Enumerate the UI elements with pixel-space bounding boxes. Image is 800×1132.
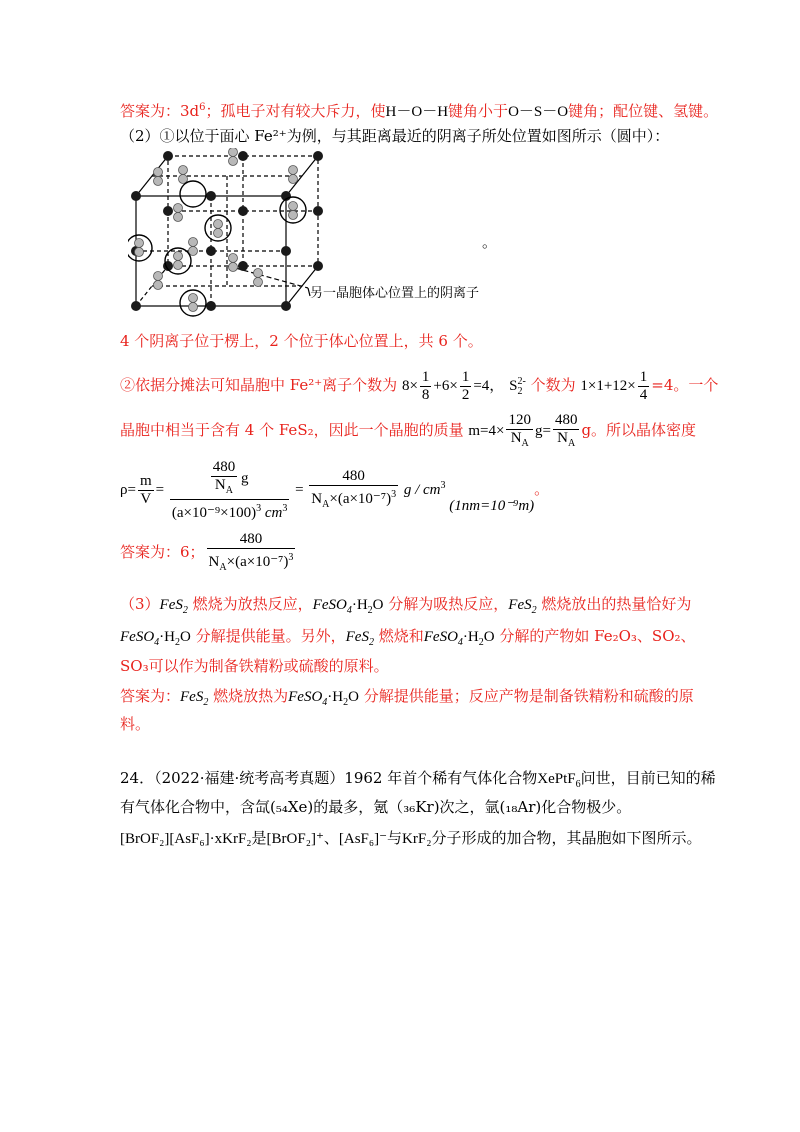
text-segment: g。所以晶体密度 bbox=[581, 421, 697, 439]
answer-prefix: 答案为：6； bbox=[120, 543, 205, 561]
math-segment: 480 bbox=[212, 459, 236, 476]
answer-text: ；孤电子对有较大斥力，使 bbox=[205, 102, 386, 120]
math-segment: V bbox=[140, 491, 152, 508]
feso4-formula: FeSO bbox=[312, 597, 347, 613]
fes2-formula: FeS bbox=[508, 597, 532, 613]
s2-symbol: $S_2^{2-}$ bbox=[509, 376, 526, 397]
answer-prefix: 答案为：3d bbox=[120, 102, 200, 120]
s2-count-formula: 1×1+12× $\frac{1}{4}$ bbox=[580, 369, 648, 404]
feso4-formula: FeSO bbox=[423, 629, 458, 645]
cation-formula: [BrOF₂]⁺ bbox=[266, 831, 324, 847]
math-segment: g bbox=[240, 470, 249, 487]
math-segment: m=4× bbox=[468, 423, 505, 439]
math-segment: N bbox=[311, 491, 323, 508]
h2o-formula: ·H bbox=[327, 689, 344, 705]
text-segment: 与 bbox=[387, 829, 403, 847]
answer-text: 键角；配位键、氢键。 bbox=[568, 102, 719, 120]
math-segment: (1nm=10⁻⁹m) bbox=[449, 498, 535, 514]
feso4-formula: FeSO bbox=[120, 629, 155, 645]
math-segment: (a×10⁻⁹×100) bbox=[171, 505, 257, 522]
math-segment: N bbox=[214, 477, 226, 494]
part3-line-3: SO₃可以作为制备铁精粉或硫酸的原料。 bbox=[120, 657, 389, 675]
text-segment: 是 bbox=[251, 829, 267, 847]
text-segment: 燃烧放热为 bbox=[213, 687, 289, 705]
math-segment: m bbox=[139, 473, 152, 490]
math-segment: = bbox=[155, 482, 165, 498]
figure-period: 。 bbox=[482, 233, 498, 251]
text-segment: 分解的产物如 Fe₂O₃、SO₂、 bbox=[499, 627, 696, 645]
math-segment: ×(a×10⁻⁷) bbox=[329, 491, 392, 508]
xeptf6-formula: XePtF bbox=[537, 771, 576, 787]
question-24-line-1: 24．（2022·福建·统考高考真题）1962 年首个稀有气体化合物XePtF$_6$问世，目前已知的稀 bbox=[120, 769, 716, 790]
text-segment: 分解为吸热反应， bbox=[388, 595, 509, 613]
text-segment: （3） bbox=[120, 595, 160, 613]
text-segment: 燃烧和 bbox=[378, 627, 424, 645]
h2o-formula: ·H bbox=[159, 629, 175, 645]
adduct-formula: [BrOF₂][AsF₆]·xKrF₂ bbox=[120, 831, 252, 847]
fes2-formula: FeS bbox=[180, 689, 204, 705]
math-segment: =4， bbox=[473, 378, 505, 394]
answer-line-3b: 料。 bbox=[120, 715, 151, 733]
anion-count-line: 4 个阴离子位于楞上，2 个位于体心位置上，共 6 个。 bbox=[120, 332, 483, 350]
figure-label: 另一晶胞体心位置上的阴离子 bbox=[310, 286, 480, 301]
fes2-formula: FeS bbox=[345, 629, 369, 645]
fes2-formula: FeS bbox=[159, 597, 183, 613]
math-segment: = bbox=[295, 482, 304, 498]
text-segment: ②依据分摊法可知晶胞中 Fe²⁺离子个数为 bbox=[120, 376, 398, 394]
answer-text: 键角小于 bbox=[448, 102, 509, 120]
math-segment: 1×1+12× bbox=[580, 378, 636, 394]
math-segment: 480 bbox=[207, 531, 296, 549]
h2o-formula: ·H bbox=[351, 597, 368, 613]
h2o-formula: ·H bbox=[462, 629, 479, 645]
krf2-formula: KrF₂ bbox=[402, 831, 432, 847]
text-segment: 24．（2022·福建·统考高考真题）1962 年首个稀有气体化合物 bbox=[120, 769, 538, 787]
distribution-line bbox=[120, 362, 718, 412]
math-segment: S bbox=[509, 378, 518, 394]
part3-line-2: $FeSO_4\cdot H_2O$ 分解提供能量。另外，FeS$_2$ 燃烧和$FeSO_4\cdot H_2O$ 分解的产物如 Fe₂O₃、SO₂、 bbox=[120, 627, 696, 648]
question-24-line-2: 有气体化合物中，含氙(₅₄Xe)的最多，氪（₃₆Kr)次之，氩(₁₈Ar)化合物极少。 bbox=[120, 798, 632, 816]
text-segment: 、 bbox=[323, 829, 339, 847]
text-segment: 燃烧为放热反应， bbox=[192, 595, 313, 613]
math-segment: g= bbox=[534, 423, 551, 439]
answer-line-1 bbox=[120, 98, 718, 122]
mass-formula: m=4× $\frac{120}{N_A}$ g= $\frac{480}{N_A}$ bbox=[468, 411, 578, 449]
math-segment: 8× bbox=[401, 378, 418, 394]
fe-count-formula: 8× $\frac{1}{8}$ +6× $\frac{1}{2}$ =4， bbox=[401, 369, 505, 404]
text-segment: 分子形成的加合物，其晶胞如下图所示。 bbox=[431, 829, 702, 847]
text-segment: 分解提供能量；反应产物是制备铁精粉和硫酸的原 bbox=[363, 687, 694, 705]
bond-hoh: H－O－H bbox=[385, 104, 449, 120]
math-segment: ×(a×10⁻⁷) bbox=[226, 553, 289, 570]
math-segment: +6× bbox=[433, 378, 458, 394]
mass-line bbox=[120, 408, 696, 453]
text-segment: =4。一个 bbox=[651, 376, 719, 394]
answer-line-3: 答案为：FeS$_2$ 燃烧放热为$FeSO_4\cdot H_2O$ 分解提供能量；反应产物是制备铁精粉和硫酸的原 bbox=[120, 687, 694, 708]
math-segment: 480 bbox=[309, 468, 398, 486]
text-segment: 燃烧放出的热量恰好为 bbox=[541, 595, 692, 613]
math-segment: ρ= bbox=[120, 482, 136, 498]
text-segment: 问世，目前已知的稀 bbox=[580, 769, 716, 787]
bond-oso: O－S－O bbox=[508, 104, 569, 120]
superscript-6: 6 bbox=[199, 102, 206, 113]
feso4-formula: FeSO bbox=[288, 689, 323, 705]
math-segment: cm bbox=[264, 505, 283, 522]
answer-fraction: $\frac{480}{N_A\times(a\times 10^{-7})^3}$ bbox=[208, 530, 294, 573]
text-segment: 个数为 bbox=[530, 376, 576, 394]
part3-line-1: （3）FeS$_2$ 燃烧为放热反应，$FeSO_4\cdot H_2O$ 分解为吸热反应，FeS$_2$ 燃烧放出的热量恰好为 bbox=[120, 595, 692, 616]
math-segment: 。 bbox=[534, 482, 550, 498]
part2-intro: （2）①以位于面心 Fe²⁺为例，与其距离最近的阴离子所处位置如图所示（圆中）： bbox=[120, 127, 670, 145]
anion-formula: [AsF₆]⁻ bbox=[338, 831, 388, 847]
answer-line-2 bbox=[120, 530, 297, 576]
text-segment: 分解提供能量。另外， bbox=[195, 627, 346, 645]
density-formula: ρ= $\frac{m}{V}$ = $\frac{480}{N_A}$ g $(a\times 10^{-9}\times 100)^3$ $cm^3$ = $\frac{480}{N_A\times(a\times 10^{-7})^3}$ g / $cm^3$ (1nm=10⁻⁹m)。 bbox=[120, 459, 550, 522]
text-segment: 晶胞中相当于含有 4 个 FeS₂，因此一个晶胞的质量 bbox=[120, 421, 464, 439]
math-segment: g / cm bbox=[403, 482, 441, 498]
question-24-line-3 bbox=[120, 828, 701, 849]
answer-prefix: 答案为： bbox=[120, 687, 181, 705]
